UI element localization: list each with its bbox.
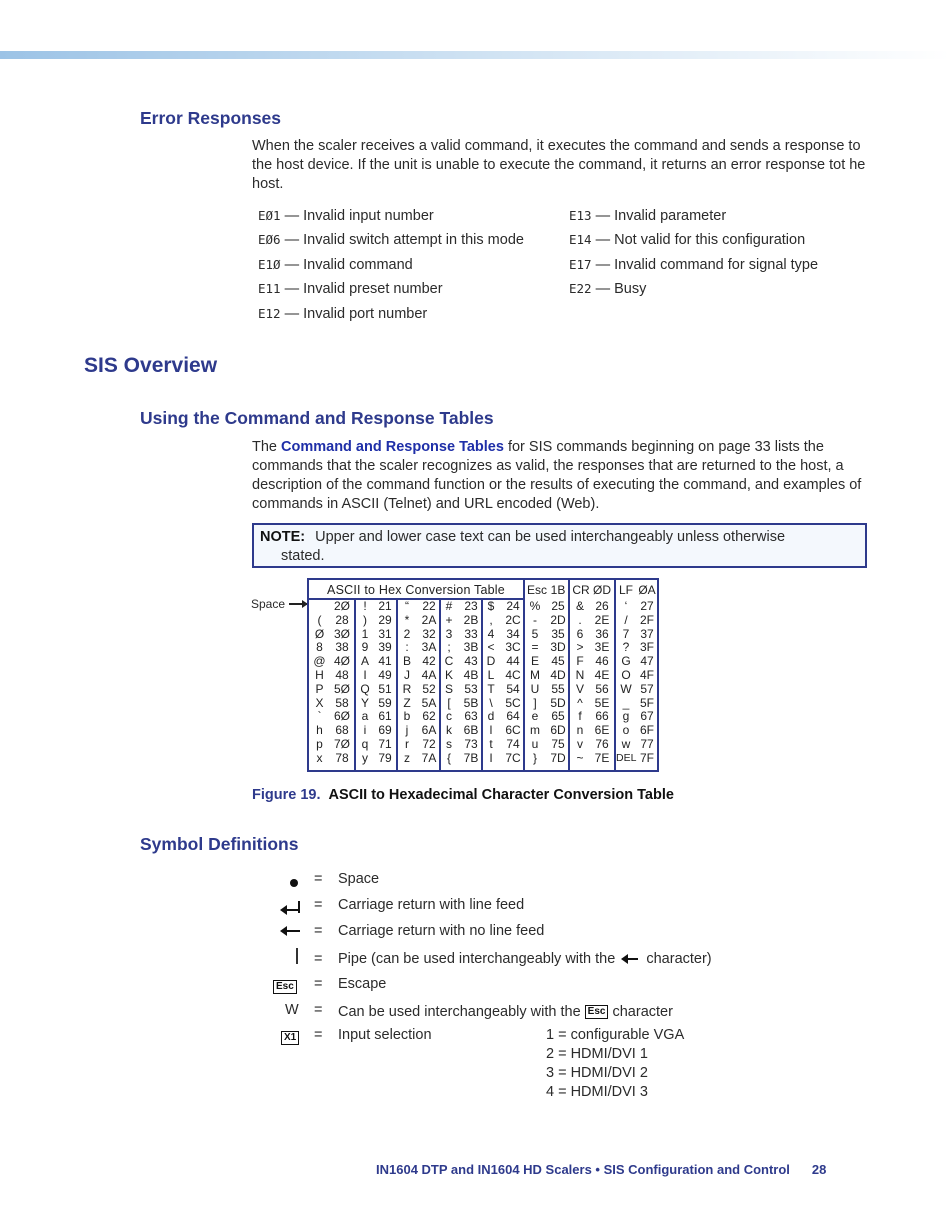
ascii-char-cell: n: [576, 723, 584, 738]
carriage-return-line-feed-icon: [282, 898, 300, 917]
escape-key-icon: Esc: [273, 978, 297, 997]
ascii-char-cell: \: [489, 695, 493, 710]
hex-value-cell: 63: [464, 709, 478, 724]
hex-value-cell: 2E: [594, 612, 610, 627]
hex-value-cell: 67: [640, 709, 654, 724]
ascii-char-cell: :: [405, 640, 409, 655]
ascii-table-title: ASCII to Hex Conversion Table: [309, 580, 525, 600]
hex-value-cell: 2A: [421, 612, 437, 627]
ascii-char-cell: A: [360, 654, 369, 669]
footer-title: IN1604 DTP and IN1604 HD Scalers • SIS Configuration and Control: [376, 1162, 790, 1177]
hex-value-cell: 2C: [505, 612, 521, 627]
hex-value-cell: 3D: [550, 640, 566, 655]
ascii-char-cell: _: [622, 695, 630, 710]
sis-overview-heading: SIS Overview: [84, 354, 218, 377]
hex-value-cell: 62: [422, 709, 436, 724]
hex-value-cell: 6C: [505, 723, 521, 738]
ascii-char-cell: T: [487, 681, 495, 696]
note-label: NOTE:: [260, 529, 306, 545]
error-item: EØ6 — Invalid switch attempt in this mode: [258, 232, 524, 249]
error-list-left: [258, 204, 524, 326]
ascii-char-cell: #: [445, 599, 453, 613]
error-responses-intro: When the scaler receives a valid command, it executes the command and sends a response to the host device. If the unit is unable to execute the command, it returns an error response tot he host.: [252, 138, 866, 192]
carriage-return-arrow-icon: [282, 922, 300, 941]
ascii-char-cell: .: [578, 612, 582, 627]
ascii-char-cell: d: [487, 709, 495, 724]
hex-value-cell: 6A: [421, 723, 437, 738]
hex-value-cell: 2B: [463, 612, 479, 627]
hex-value-cell: 32: [422, 626, 436, 641]
ascii-hex-table: [307, 578, 659, 772]
hex-value-cell: 5E: [594, 695, 610, 710]
hex-value-cell: 79: [378, 750, 392, 765]
ascii-char-cell: 5: [531, 626, 539, 641]
ascii-char-cell: -: [533, 612, 537, 627]
hex-value-cell: 72: [422, 737, 436, 751]
figure-number: Figure 19.: [252, 787, 321, 803]
hex-value-cell: 48: [335, 668, 349, 682]
hex-value-cell: 77: [640, 737, 654, 751]
ascii-char-cell: I: [489, 750, 493, 765]
ascii-char-cell: L: [487, 668, 495, 682]
hex-value-cell: 41: [378, 654, 392, 669]
ascii-char-cell: x: [316, 750, 323, 765]
list-item: 2 = HDMI/DVI 1: [546, 1046, 648, 1062]
ascii-char-cell: r: [405, 737, 409, 751]
ascii-char-cell: G: [621, 654, 631, 669]
hex-value-cell: 7B: [463, 750, 479, 765]
hex-value-cell: 78: [335, 750, 349, 765]
ascii-char-cell: y: [362, 750, 368, 765]
hex-value-cell: 22: [422, 599, 436, 613]
input-selection-key-icon: X1: [281, 1029, 299, 1048]
hex-value-cell: 24: [506, 599, 520, 613]
hex-value-cell: 23: [464, 599, 478, 613]
header-0d: ØD: [593, 583, 611, 597]
hex-value-cell: 34: [506, 626, 520, 641]
ascii-char-cell: [: [447, 695, 451, 710]
ascii-char-cell: Ø: [314, 626, 325, 641]
hex-value-cell: 55: [551, 681, 565, 696]
hex-value-cell: 4D: [550, 668, 566, 682]
hex-value-cell: 6E: [594, 723, 610, 738]
hex-value-cell: 7D: [550, 750, 566, 765]
hex-value-cell: 4C: [505, 668, 521, 682]
hex-value-cell: 39: [378, 640, 392, 655]
hex-value-cell: 71: [378, 737, 392, 751]
list-item: 4 = HDMI/DVI 3: [546, 1084, 648, 1100]
ascii-char-cell: 4: [487, 626, 495, 641]
bullet-icon: [290, 874, 298, 893]
header-0a: ØA: [638, 583, 656, 597]
error-item: E14 — Not valid for this configuration: [569, 232, 806, 249]
hex-value-cell: 4B: [463, 668, 479, 682]
hex-value-cell: 21: [378, 599, 392, 613]
using-tables-paragraph: The Command and Response Tables for SIS commands beginning on page 33 lists the commands that the scaler recognizes as valid, the responses that are returned to the host, a description of the command function or the results of executing the command, and examples of commands in ASCII (Telnet) and URL encoded (Web).: [252, 439, 862, 512]
ascii-char-cell: Y: [360, 695, 369, 710]
ascii-char-cell: &: [575, 599, 584, 613]
ascii-char-cell: D: [486, 654, 496, 669]
ascii-char-cell: I: [363, 668, 367, 682]
hex-value-cell: 7Ø: [333, 737, 350, 751]
ascii-char-cell: >: [576, 640, 584, 655]
ascii-char-cell: ?: [622, 640, 630, 655]
hex-value-cell: 73: [464, 737, 478, 751]
ascii-char-cell: 6: [576, 626, 584, 641]
ascii-char-cell: +: [445, 612, 453, 627]
ascii-char-cell: C: [444, 654, 454, 669]
header-gradient-bar: [0, 51, 950, 59]
ascii-char-cell: %: [529, 599, 541, 613]
ascii-char-cell: ~: [576, 750, 584, 765]
ascii-char-cell: 8: [316, 640, 323, 655]
hex-value-cell: 58: [335, 695, 349, 710]
pipe-icon: [296, 948, 298, 970]
hex-value-cell: 29: [378, 612, 392, 627]
hex-value-cell: 6D: [550, 723, 566, 738]
ascii-char-cell: “: [405, 599, 409, 613]
hex-value-cell: 52: [422, 681, 436, 696]
ascii-char-cell: z: [404, 750, 410, 765]
carriage-return-arrow-icon: [623, 958, 638, 960]
ascii-char-cell: ): [363, 612, 367, 627]
hex-value-cell: 68: [335, 723, 349, 738]
ascii-char-cell: s: [446, 737, 452, 751]
hex-value-cell: 49: [378, 668, 392, 682]
ascii-char-cell: b: [403, 709, 411, 724]
ascii-char-cell: Z: [403, 695, 411, 710]
error-item: E13 — Invalid parameter: [569, 208, 727, 224]
hex-value-cell: 42: [422, 654, 436, 669]
ascii-char-cell: p: [316, 737, 323, 751]
hex-value-cell: 3B: [463, 640, 479, 655]
hex-value-cell: 26: [595, 599, 609, 613]
space-arrow-icon: [289, 603, 307, 605]
symbol-definitions-heading: Symbol Definitions: [140, 834, 299, 854]
hex-value-cell: 54: [506, 681, 520, 696]
ascii-char-cell: F: [576, 654, 584, 669]
ascii-char-cell: 1: [361, 626, 369, 641]
ascii-char-cell: B: [402, 654, 411, 669]
header-cr: CR: [572, 583, 590, 597]
error-responses-heading: Error Responses: [140, 108, 282, 128]
hex-value-cell: 57: [640, 681, 654, 696]
ascii-char-cell: 2: [403, 626, 411, 641]
hex-value-cell: 7F: [639, 750, 654, 765]
hex-value-cell: 27: [640, 599, 654, 613]
hex-value-cell: 7A: [421, 750, 437, 765]
ascii-char-cell: $: [487, 599, 495, 613]
table-divider: [354, 600, 356, 770]
hex-value-cell: 38: [335, 640, 349, 655]
ascii-char-cell: H: [315, 668, 324, 682]
input-selection-list: [546, 1026, 684, 1102]
ascii-char-cell: O: [621, 668, 631, 682]
header-esc: Esc: [526, 583, 547, 597]
hex-value-cell: 33: [464, 626, 478, 641]
hex-value-cell: 45: [551, 654, 565, 669]
ascii-char-cell: 9: [361, 640, 369, 655]
note-text: Upper and lower case text can be used interchangeably unless otherwise: [315, 529, 786, 545]
list-item: 1 = configurable VGA: [546, 1027, 685, 1043]
error-item: E12 — Invalid port number: [258, 305, 428, 322]
ascii-char-cell: K: [444, 668, 453, 682]
ascii-char-cell: q: [361, 737, 369, 751]
ascii-char-cell: V: [575, 681, 584, 696]
hex-value-cell: 5Ø: [333, 681, 350, 696]
page-footer: [376, 1162, 826, 1177]
hex-value-cell: 3F: [639, 640, 654, 655]
ascii-char-cell: o: [622, 723, 630, 738]
hex-value-cell: 36: [595, 626, 609, 641]
ascii-char-cell: {: [446, 750, 451, 765]
error-item: E22 — Busy: [569, 281, 647, 298]
ascii-char-cell: h: [316, 723, 323, 738]
ascii-char-cell: `: [317, 709, 322, 724]
header-1b: 1B: [550, 583, 566, 597]
ascii-char-cell: m: [530, 723, 540, 738]
w-symbol: W: [285, 1002, 299, 1018]
hex-value-cell: 7E: [594, 750, 610, 765]
ascii-char-cell: =: [531, 640, 539, 655]
hex-value-cell: 37: [640, 626, 654, 641]
ascii-char-cell: a: [361, 709, 369, 724]
ascii-char-cell: ]: [533, 695, 537, 710]
hex-value-cell: 4Ø: [333, 654, 350, 669]
hex-value-cell: 75: [551, 737, 565, 751]
ascii-char-cell: l: [489, 723, 493, 738]
hex-value-cell: 4E: [594, 668, 610, 682]
hex-value-cell: 6F: [639, 723, 654, 738]
hex-value-cell: 3Ø: [333, 626, 350, 641]
hex-value-cell: 31: [378, 626, 392, 641]
hex-value-cell: 5F: [639, 695, 654, 710]
ascii-char-cell: /: [624, 612, 628, 627]
hex-value-cell: 51: [378, 681, 392, 696]
ascii-char-cell: t: [489, 737, 493, 751]
hex-value-cell: 5D: [550, 695, 566, 710]
note-box: [252, 523, 867, 568]
ascii-char-cell: 7: [622, 626, 630, 641]
ascii-char-cell: ‘: [624, 599, 628, 613]
ascii-char-cell: 3: [445, 626, 453, 641]
error-item: E11 — Invalid preset number: [258, 281, 443, 298]
ascii-char-cell: e: [531, 709, 539, 724]
ascii-char-cell: ;: [447, 640, 451, 655]
hex-value-cell: 7C: [505, 750, 521, 765]
hex-value-cell: 3A: [421, 640, 437, 655]
hex-value-cell: 35: [551, 626, 565, 641]
hex-value-cell: 3C: [505, 640, 521, 655]
page-number: 28: [811, 1162, 827, 1177]
error-list-right: [569, 204, 818, 302]
hex-value-cell: 61: [378, 709, 392, 724]
ascii-char-cell: k: [446, 723, 452, 738]
space-label: Space: [251, 597, 286, 611]
hex-value-cell: 69: [378, 723, 392, 738]
ascii-char-cell: w: [621, 737, 631, 751]
ascii-char-cell: g: [622, 709, 630, 724]
ascii-char-cell: }: [532, 750, 537, 765]
list-item: 3 = HDMI/DVI 2: [546, 1065, 648, 1081]
ascii-char-cell: f: [578, 709, 582, 724]
ascii-char-cell: v: [577, 737, 583, 751]
hex-value-cell: 2F: [639, 612, 654, 627]
hex-value-cell: 25: [551, 599, 565, 613]
hex-value-cell: 6B: [463, 723, 479, 738]
ascii-char-cell: DEL: [616, 751, 637, 764]
table-divider: [396, 600, 398, 770]
hex-value-cell: 47: [640, 654, 654, 669]
ascii-char-cell: N: [575, 668, 585, 682]
ascii-char-cell: @: [313, 654, 326, 669]
error-item: E17 — Invalid command for signal type: [569, 256, 819, 273]
hex-value-cell: 56: [595, 681, 609, 696]
ascii-char-cell: !: [363, 599, 367, 613]
ascii-char-cell: <: [487, 640, 495, 655]
ascii-char-cell: c: [446, 709, 452, 724]
hex-value-cell: 53: [464, 681, 478, 696]
using-tables-heading: Using the Command and Response Tables: [140, 408, 494, 428]
hex-value-cell: 5B: [463, 695, 479, 710]
hex-value-cell: 65: [551, 709, 565, 724]
hex-value-cell: 2Ø: [333, 599, 350, 613]
hex-value-cell: 74: [506, 737, 520, 751]
ascii-char-cell: J: [404, 668, 410, 682]
header-lf: LF: [618, 583, 633, 597]
ascii-char-cell: M: [530, 668, 540, 682]
hex-value-cell: 4F: [639, 668, 654, 682]
hex-value-cell: 44: [506, 654, 520, 669]
hex-value-cell: 5A: [421, 695, 437, 710]
command-response-tables-link[interactable]: Command and Response Tables: [281, 439, 504, 455]
hex-value-cell: 64: [506, 709, 520, 724]
hex-value-cell: 43: [464, 654, 478, 669]
ascii-char-cell: *: [404, 612, 410, 627]
ascii-char-cell: Q: [360, 681, 370, 696]
ascii-char-cell: ^: [577, 695, 583, 710]
hex-value-cell: 6Ø: [333, 709, 350, 724]
hex-value-cell: 3E: [594, 640, 610, 655]
hex-value-cell: 4A: [421, 668, 437, 682]
ascii-char-cell: P: [315, 681, 324, 696]
escape-key-icon: Esc: [585, 1005, 609, 1019]
ascii-char-cell: i: [363, 723, 367, 738]
ascii-char-cell: j: [405, 723, 409, 738]
hex-value-cell: 76: [595, 737, 609, 751]
ascii-char-cell: u: [531, 737, 539, 751]
ascii-char-cell: ,: [489, 612, 493, 627]
ascii-char-cell: U: [530, 681, 540, 696]
figure-title: ASCII to Hexadecimal Character Conversion Table: [328, 787, 674, 803]
ascii-char-cell: S: [444, 681, 453, 696]
hex-value-cell: 66: [595, 709, 609, 724]
ascii-char-cell: E: [530, 654, 539, 669]
hex-value-cell: 2D: [550, 612, 566, 627]
hex-value-cell: 46: [595, 654, 609, 669]
ascii-char-cell: W: [620, 681, 632, 696]
ascii-char-cell: (: [317, 612, 322, 627]
ascii-char-cell: R: [402, 681, 412, 696]
hex-value-cell: 5C: [505, 695, 521, 710]
error-item: E1Ø — Invalid command: [258, 256, 413, 273]
error-item: EØ1 — Invalid input number: [258, 208, 434, 224]
note-text-continued: stated.: [281, 548, 325, 564]
hex-value-cell: 28: [335, 612, 349, 627]
figure-caption: [252, 787, 674, 803]
ascii-char-cell: X: [315, 695, 324, 710]
hex-value-cell: 59: [378, 695, 392, 710]
